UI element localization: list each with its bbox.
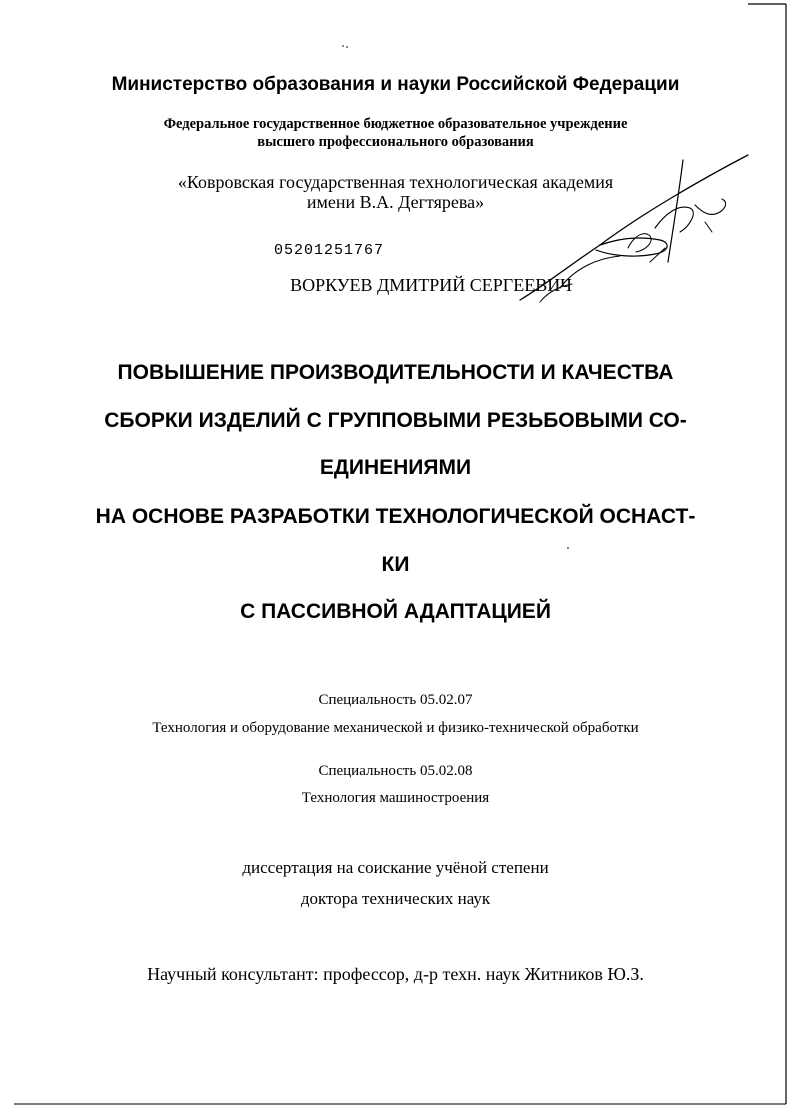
institution-line-1: Федеральное государственное бюджетное образовательное учреждение — [163, 116, 628, 132]
specialty-1-code: Специальность 05.02.07 — [318, 692, 473, 708]
specialty-2-code: Специальность 05.02.08 — [318, 763, 473, 779]
specialty-2-name: Технология машиностроения — [301, 790, 490, 806]
degree-line-1: диссертация на соискание учёной степени — [242, 858, 549, 877]
academy-name-line-2: имени В.А. Дегтярева» — [306, 192, 485, 212]
scientific-consultant: Научный консультант: профессор, д-р техн. наук Житников Ю.З. — [147, 964, 644, 984]
thesis-title-line-2: СБОРКИ ИЗДЕЛИЙ С ГРУППОВЫМИ РЕЗЬБОВЫМИ СО- — [104, 409, 687, 432]
thesis-title-line-4: НА ОСНОВЕ РАЗРАБОТКИ ТЕХНОЛОГИЧЕСКОЙ ОСНАСТ- — [95, 505, 696, 528]
thesis-title-line-6: С ПАССИВНОЙ АДАПТАЦИЕЙ — [240, 600, 551, 623]
specialty-1-name: Технология и оборудование механической и физико-технической обработки — [152, 720, 639, 736]
degree-line-2: доктора технических наук — [300, 889, 491, 908]
registration-number: 05201251767 — [274, 242, 385, 259]
author-name: ВОРКУЕВ ДМИТРИЙ СЕРГЕЕВИЧ — [290, 275, 572, 295]
thesis-title-line-5: КИ — [381, 553, 410, 576]
thesis-title-line-3: ЕДИНЕНИЯМИ — [319, 456, 472, 479]
ministry-heading: Министерство образования и науки Российской Федерации — [111, 74, 680, 95]
academy-name-line-1: «Ковровская государственная технологическая академия — [177, 172, 614, 192]
institution-line-2: высшего профессионального образования — [257, 134, 534, 150]
thesis-title-line-1: ПОВЫШЕНИЕ ПРОИЗВОДИТЕЛЬНОСТИ И КАЧЕСТВА — [117, 361, 674, 384]
